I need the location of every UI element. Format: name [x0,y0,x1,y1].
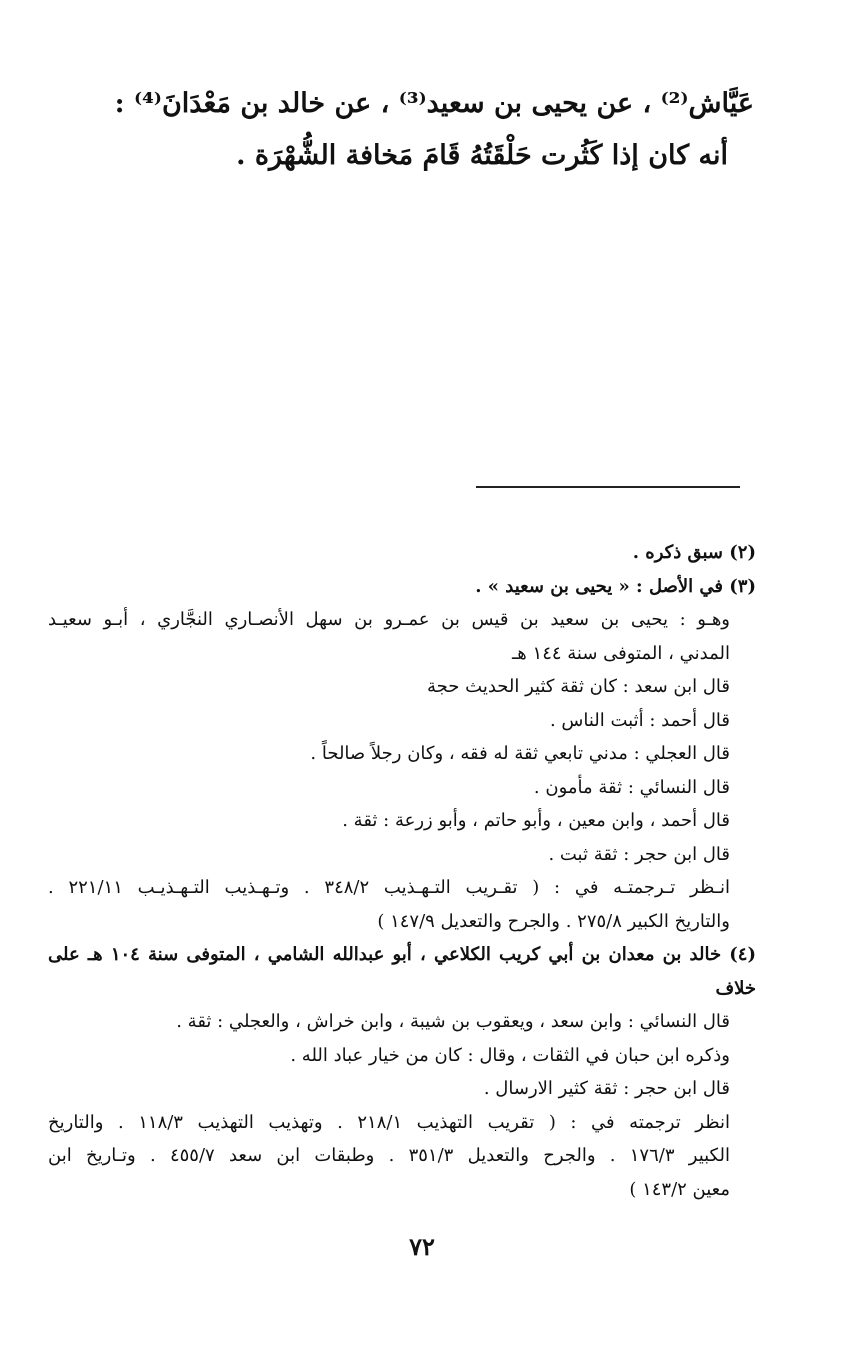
footnote-line: وهـو : يحيى بن سعيد بن قيس بن عمـرو بن سهل الأنصـاري النجَّاري ، أبـو سعيـد [48,609,730,630]
footnote-line: قال العجلي : مدني تابعي ثقة له فقه ، وكان رجلاً صالحاً . [310,743,730,764]
footnote-line: قال ابن سعد : كان ثقة كثير الحديث حجة [427,676,730,697]
footnote-line: معين ١٤٣/٢ ) [629,1178,730,1200]
footnote-2-header: (٢) سبق ذكره . [632,542,756,563]
footnote-4-header: (٤) خالد بن معدان بن أبي كريب الكلاعي ، أبو عبدالله الشامي ، المتوفى سنة ١٠٤ هـ على [48,944,756,965]
footnote-line: قال النسائي : وابن سعد ، ويعقوب بن شيبة ، وابن خراش ، والعجلي : ثقة . [176,1011,730,1032]
footnote-3-header: (٣) في الأصل : « يحيى بن سعيد » . [475,575,756,597]
footnote-line: الكبير ١٧٦/٣ . والجرح والتعديل ٣٥١/٣ . وطبقات ابن سعد ٤٥٥/٧ . وتـاريخ ابن [48,1145,730,1166]
footnote-line: قال ابن حجر : ثقة ثبت . [548,843,730,865]
footnote-line: قال أحمد ، وابن معين ، وأبو حاتم ، وأبو زرعة : ثقة . [342,810,730,831]
footnote-line: قال أحمد : أثبت الناس . [549,709,730,731]
footnotes [48,536,756,1206]
footnote-separator [476,486,740,488]
main-text [74,78,754,182]
footnote-line: المدني ، المتوفى سنة ١٤٤ هـ [512,642,730,664]
footnote-line: قال ابن حجر : ثقة كثير الارسال . [483,1078,730,1099]
footnote-line: خلاف [715,977,756,999]
footnote-line: قال النسائي : ثقة مأمون . [533,776,730,798]
footnote-line: انـظر تـرجمتـه في : ( تقـريب التـهـذيب ٣٤٨/٢ . وتـهـذيب التـهـذيـب ٢٢١/١١ . [48,877,730,898]
footnote-line: وذكره ابن حبان في الثقات ، وقال : كان من خيار عباد الله . [290,1044,730,1066]
main-text-line: عَيَّاش⁽²⁾ ، عن يحيى بن سعيد⁽³⁾ ، عن خالد بن مَعْدَانَ⁽⁴⁾ : [114,88,754,119]
footnote-line: والتاريخ الكبير ٢٧٥/٨ . والجرح والتعديل ١٤٧/٩ ) [377,910,730,932]
footnote-line: انظر ترجمته في : ( تقريب التهذيب ٢١٨/١ . وتهذيب التهذيب ١١٨/٣ . والتاريخ [48,1111,730,1133]
page-number: ٧٢ [409,1232,435,1261]
main-text-line: أنه كان إذا كَثُرت حَلْقَتُهُ قَامَ مَخافة الشُّهْرَة . [236,140,728,171]
